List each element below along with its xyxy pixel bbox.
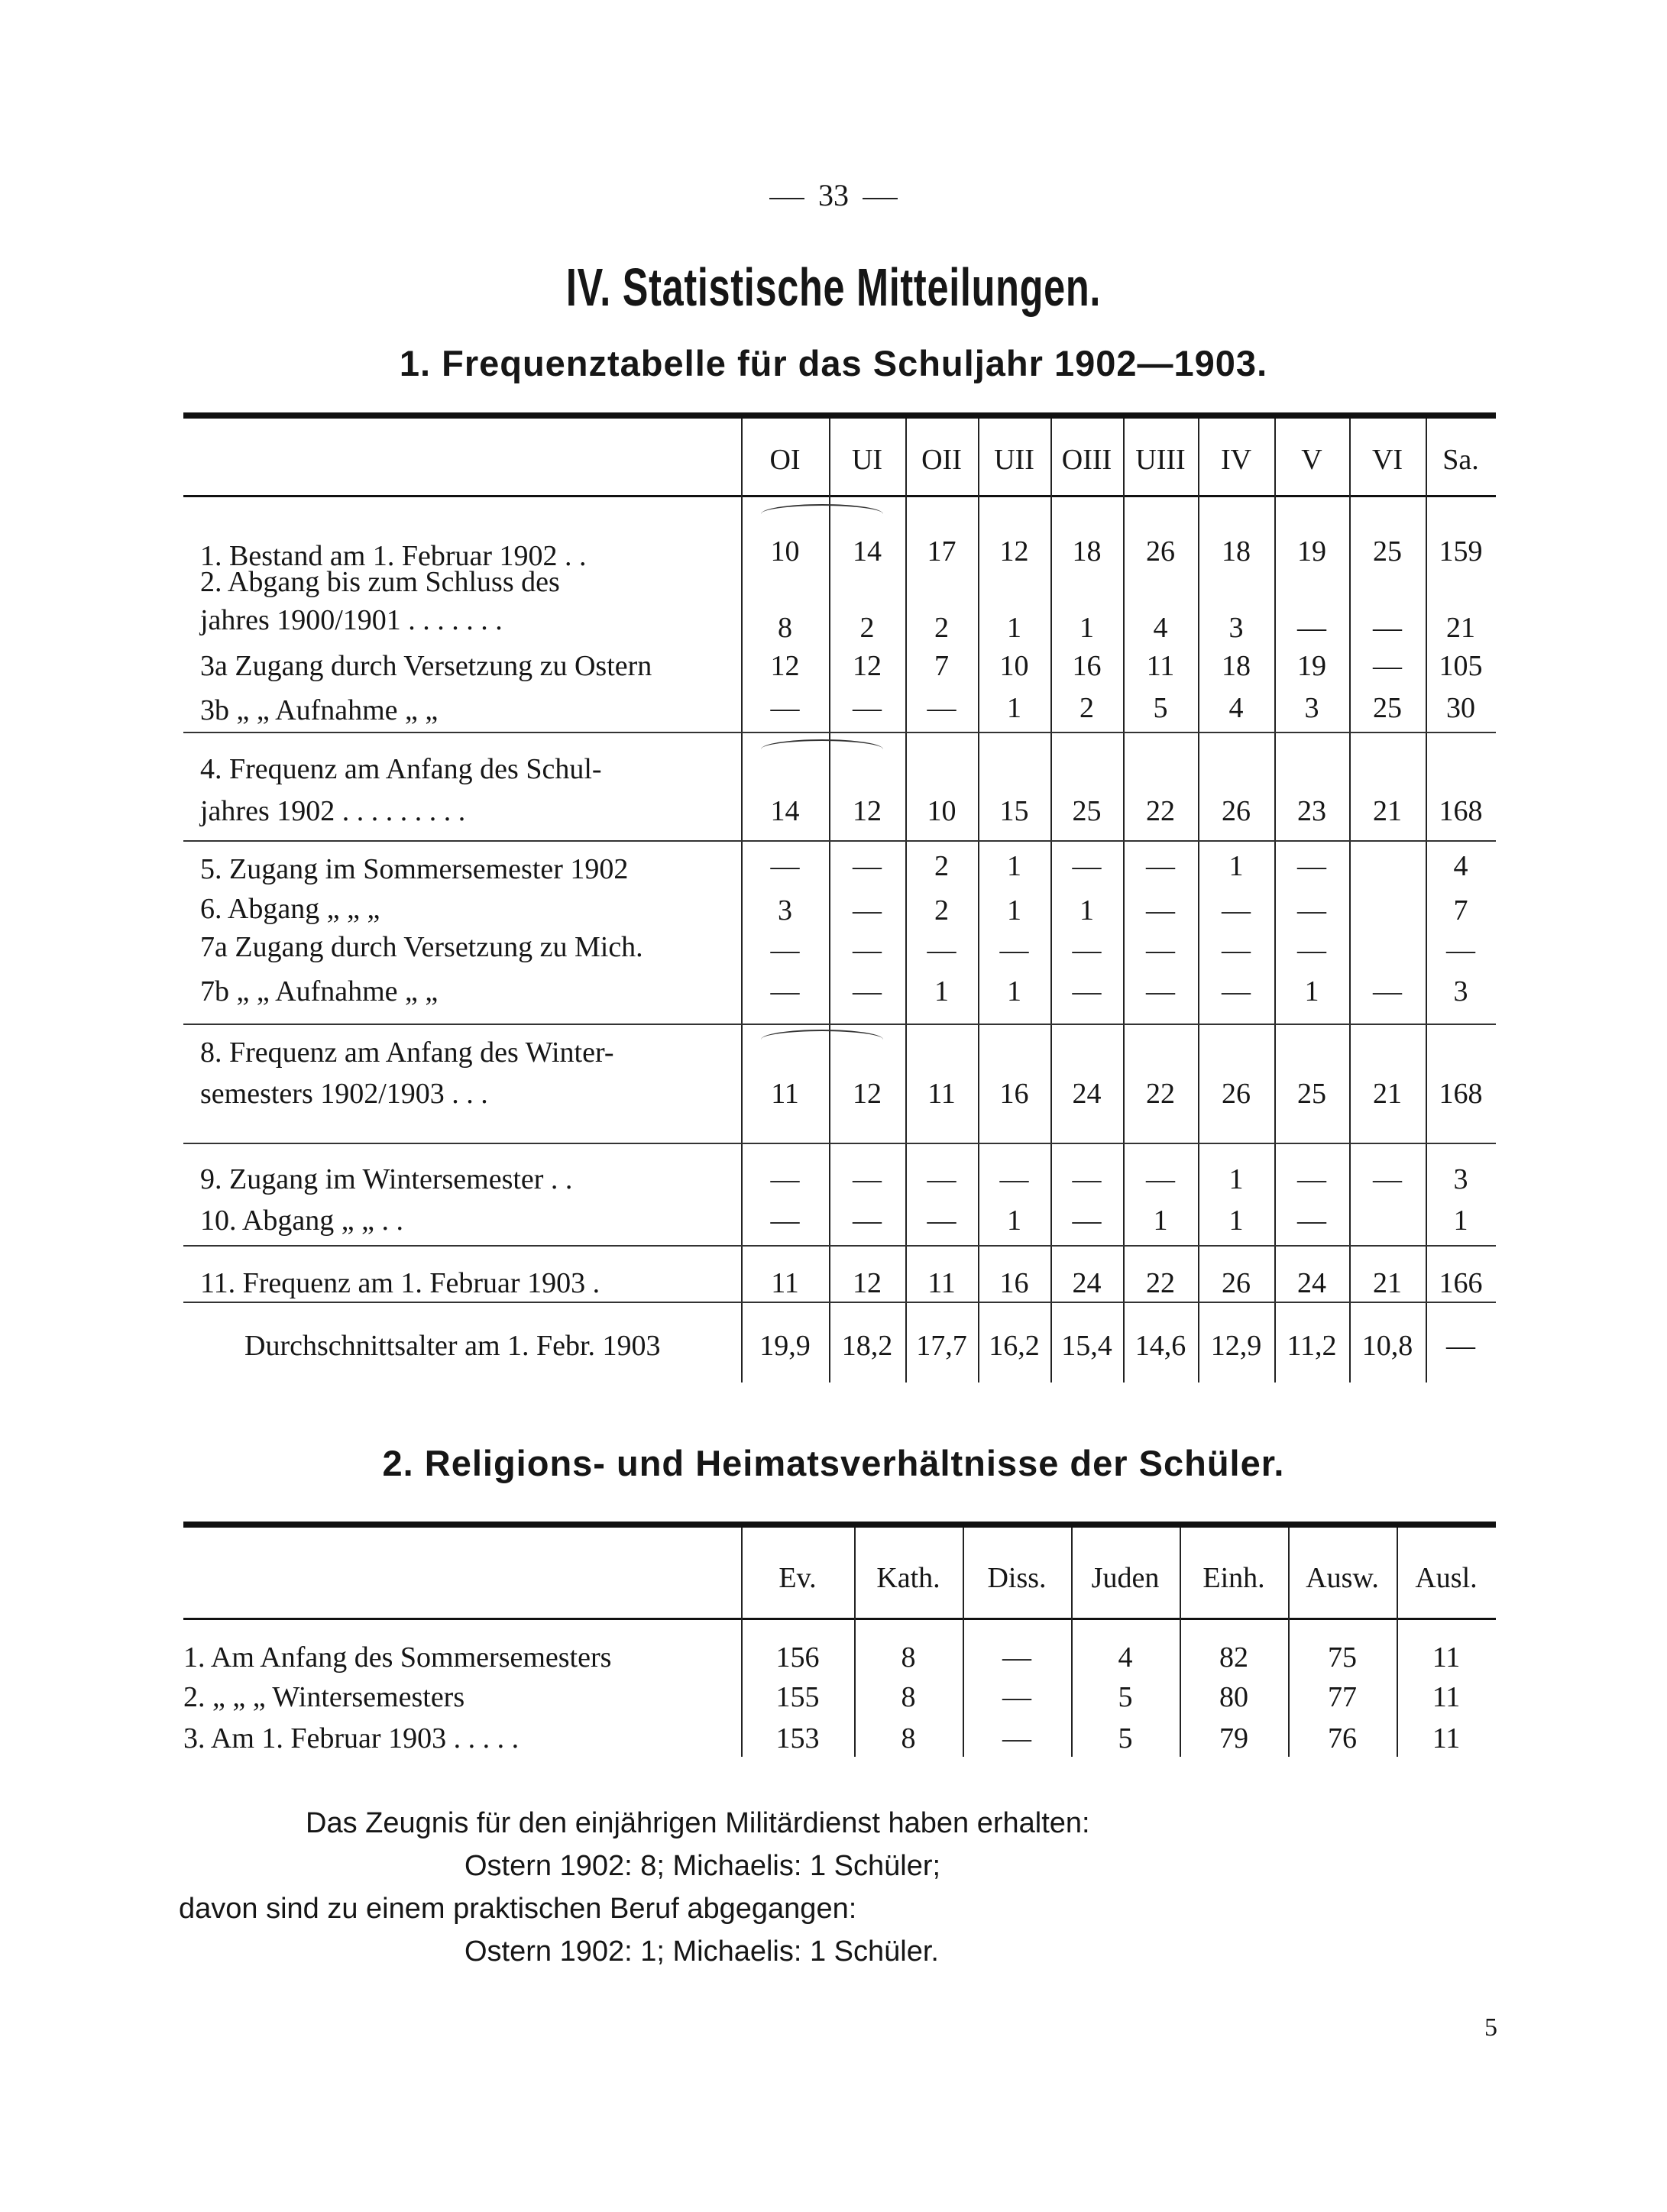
table1-cell: 10 [927,795,957,827]
table2-cell: 82 [1219,1641,1248,1674]
table1-cell: — [927,1163,957,1195]
table1-cell: 2 [859,612,875,644]
table1-cell: 25 [1297,1078,1326,1110]
table1-cell: — [770,975,800,1007]
table1-cell: 11 [771,1078,799,1110]
table1-cell: 16,2 [989,1330,1040,1362]
table1-cell: 26 [1146,535,1175,568]
table1-row-label: 2. Abgang bis zum Schluss des [200,566,560,598]
table1-row-label: jahres 1902 . . . . . . . . . [200,795,466,827]
table1-cell: — [1146,850,1175,882]
table1-cell: 17,7 [916,1330,967,1362]
table1-cell: 11 [771,1267,799,1299]
table2-cell: 8 [901,1641,916,1674]
table2-cell: 76 [1328,1722,1357,1754]
table1-row-separator [183,1024,1496,1025]
table1-cell: — [1297,894,1326,927]
table1-row-separator [183,840,1496,842]
footer-line-2: Ostern 1902: 8; Michaelis: 1 Schüler; [464,1850,941,1882]
footer-line-3: davon sind zu einem praktischen Beruf abgegangen: [179,1893,857,1925]
table2-row-label: 2. „ „ „ Wintersemesters [183,1681,465,1713]
table2-cell: 5 [1118,1722,1133,1754]
table2-cell: 153 [775,1722,820,1754]
table1-cell: 12 [853,1267,882,1299]
table1-cell: 1 [1228,1205,1244,1237]
table1-cell: — [1146,894,1175,927]
table1-row-label: 4. Frequenz am Anfang des Schul- [200,753,602,785]
table1-cell: 21 [1373,1078,1402,1110]
table1-cell: — [1146,1163,1175,1195]
table2-cell: 8 [901,1681,916,1713]
table1-cell: 159 [1439,535,1483,568]
table1-cell: 18 [1072,535,1102,568]
table1-cell: 8 [778,612,792,644]
table1-cell: 2 [934,850,949,882]
table1-cell: 4 [1153,612,1168,644]
table2-cell: 8 [901,1722,916,1754]
table1-cell: 11 [927,1078,956,1110]
table2-cell: 156 [775,1641,820,1674]
table1-cell: — [1373,1163,1402,1195]
table1-cell: 25 [1072,795,1102,827]
table1-cell: 15,4 [1061,1330,1112,1362]
table1-cell: — [1072,934,1102,966]
table1-row-label: 5. Zugang im Sommersemester 1902 [200,853,629,885]
table1-row-separator [183,1302,1496,1303]
table1-cell: 1 [1228,850,1244,882]
table1-row-label: 10. Abgang „ „ . . [200,1205,403,1237]
table1-cell: 10 [999,650,1029,682]
footer-line-1: Das Zeugnis für den einjährigen Militärdienst haben erhalten: [306,1807,1090,1839]
table1-cell: 15 [999,795,1029,827]
table1-cell: 14 [853,535,882,568]
table1-col-header: UI [851,444,883,476]
table1-cell: — [1297,1205,1326,1237]
table1-row-label: 11. Frequenz am 1. Februar 1903 . [200,1267,600,1299]
table1-cell: 105 [1439,650,1483,682]
table1-cell: — [927,692,957,724]
table1-cell: 16 [999,1267,1029,1299]
table1-cell: — [1072,1205,1102,1237]
table1-cell: — [770,850,800,882]
table1-cell: 12 [999,535,1029,568]
table1-cell: — [1373,612,1402,644]
table1-row-label: 6. Abgang „ „ „ [200,893,380,925]
table1-cell: 12 [770,650,800,682]
table1-cell: 24 [1072,1078,1102,1110]
table1-cell: — [770,1205,800,1237]
table1-col-header: UIII [1135,444,1186,476]
table1-cell: 166 [1439,1267,1483,1299]
table1-cell: — [1373,975,1402,1007]
signature-mark: 5 [1484,2013,1497,2042]
table1-cell: — [927,1205,957,1237]
table1-row-label: 7b „ „ Aufnahme „ „ [200,975,439,1007]
table1-cell: — [1297,934,1326,966]
table2-cell: 75 [1328,1641,1357,1674]
table1-cell: 1 [1007,850,1021,882]
table1-row-label: 8. Frequenz am Anfang des Winter- [200,1036,614,1069]
table1-cell: 3 [1304,692,1319,724]
table1-cell: 168 [1439,795,1483,827]
table1-cell: 12 [853,795,882,827]
table1-cell: — [1146,934,1175,966]
table2-cell: 11 [1432,1681,1461,1713]
table1-cell: 2 [934,894,949,927]
table1-cell: — [999,934,1029,966]
table1-cell: 22 [1146,1078,1175,1110]
table2-cell: 80 [1219,1681,1248,1713]
table2-header-rule [183,1618,1496,1620]
table1-cell: 1 [1080,894,1094,927]
table1-col-header: IV [1220,444,1252,476]
table1-cell: 4 [1228,692,1244,724]
table2-cell: — [1002,1641,1031,1674]
table1-cell: 26 [1222,795,1251,827]
table1-cell: 1 [1007,894,1021,927]
table1-cell: 24 [1297,1267,1326,1299]
table2-cell: 5 [1118,1681,1133,1713]
table1-row-label: 7a Zugang durch Versetzung zu Mich. [200,931,643,963]
table1-row-label: semesters 1902/1903 . . . [200,1078,488,1110]
table1-col-header: UII [994,444,1034,476]
table1-cell: 12,9 [1210,1330,1262,1362]
table1-col-header: Sa. [1442,444,1479,476]
table2-col-header: Ausw. [1306,1562,1379,1594]
table1-cell: — [1222,894,1251,927]
table1-cell: 19,9 [759,1330,811,1362]
table2-cell: — [1002,1681,1031,1713]
table1-cell: 1 [1007,692,1021,724]
table2-cell: 11 [1432,1722,1461,1754]
section-title: IV. Statistische Mitteilungen. [565,257,1102,317]
table1-cell: 26 [1222,1078,1251,1110]
table1-row-label: Durchschnittsalter am 1. Febr. 1903 [244,1330,661,1362]
table1-row-label: 3a Zugang durch Versetzung zu Ostern [200,650,652,682]
table1-row-label: jahres 1900/1901 . . . . . . . [200,604,503,636]
table1-cell: — [927,934,957,966]
table1-row-separator [183,732,1496,733]
table2-cell: 79 [1219,1722,1248,1754]
table1-cell: 5 [1153,692,1168,724]
table2-row-label: 3. Am 1. Februar 1903 . . . . . [183,1722,520,1754]
table1-brace-mark [761,504,883,524]
table1-cell: — [1072,975,1102,1007]
table1-cell: — [853,850,882,882]
table1-cell: — [1072,1163,1102,1195]
table1-cell: — [1072,850,1102,882]
table1-row-label: 9. Zugang im Wintersemester . . [200,1163,573,1195]
table2-col-header: Diss. [987,1562,1047,1594]
table2-col-header: Einh. [1203,1562,1265,1594]
table1-cell: — [770,692,800,724]
table1-col-header: OIII [1061,444,1112,476]
table1-cell: 4 [1453,850,1468,882]
table1-cell: — [853,975,882,1007]
table1-cell: 14 [770,795,800,827]
table1-cell: — [1446,1330,1475,1362]
table1-cell: 19 [1297,650,1326,682]
table1-cell: 18 [1222,535,1251,568]
table1-cell: — [853,894,882,927]
table1-cell: 1 [1007,975,1021,1007]
footer-line-4: Ostern 1902: 1; Michaelis: 1 Schüler. [464,1936,939,1968]
table1-cell: 1 [1453,1205,1468,1237]
table1-cell: 18,2 [841,1330,893,1362]
table2-cell: — [1002,1722,1031,1754]
table1-col-header: V [1301,444,1322,476]
table1-cell: — [853,1205,882,1237]
table1-cell: — [1297,1163,1326,1195]
table1-brace-mark [761,739,883,759]
table2-cell: 155 [775,1681,820,1713]
table1-cell: 19 [1297,535,1326,568]
table1-cell: 2 [1080,692,1094,724]
table1-row-separator [183,1245,1496,1247]
table1-cell: 21 [1373,795,1402,827]
table1-cell: — [1446,934,1475,966]
page-number: 33 [0,177,1667,213]
table1-cell: 3 [778,894,792,927]
table1-cell: 1 [934,975,949,1007]
table1-row-label: 3b „ „ Aufnahme „ „ [200,694,439,726]
table1-cell: 12 [853,1078,882,1110]
table1-cell: 22 [1146,795,1175,827]
table1-cell: — [999,1163,1029,1195]
table1-cell: 21 [1373,1267,1402,1299]
table2-col-header: Kath. [876,1562,940,1594]
table1-cell: 1 [1007,612,1021,644]
table1-cell: 168 [1439,1078,1483,1110]
table1-brace-mark [761,1030,883,1049]
table1-cell: 17 [927,535,957,568]
table2-title: 2. Religions- und Heimatsverhältnisse der Schüler. [382,1443,1285,1483]
table1-title: 1. Frequenztabelle für das Schuljahr 1902—1903. [399,343,1268,383]
table1-cell: 1 [1304,975,1319,1007]
table1-cell: 1 [1080,612,1094,644]
table1-top-rule [183,412,1496,419]
table2-cell: 4 [1118,1641,1133,1674]
table1-col-header: VI [1371,444,1403,476]
table1-col-header: OI [769,444,801,476]
table1-cell: 3 [1453,975,1468,1007]
table2-col-header: Ev. [778,1562,817,1594]
table1-cell: 11,2 [1287,1330,1337,1362]
table1-cell: — [853,1163,882,1195]
table1-cell: — [770,934,800,966]
table1-col-header: OII [921,444,962,476]
table2-cell: 77 [1328,1681,1357,1713]
table1-cell: — [1146,975,1175,1007]
table2-cell: 11 [1432,1641,1461,1674]
table1-cell: — [853,692,882,724]
table1-cell: 25 [1373,535,1402,568]
table1-row-separator [183,1143,1496,1144]
table1-cell: — [1222,975,1251,1007]
table1-cell: 18 [1222,650,1251,682]
table1-cell: 21 [1446,612,1475,644]
table1-cell: — [1297,612,1326,644]
table2-col-header: Ausl. [1415,1562,1478,1594]
table1-cell: 16 [1072,650,1102,682]
table1-cell: 24 [1072,1267,1102,1299]
table2-top-rule [183,1522,1496,1528]
table1-cell: 10 [770,535,800,568]
table1-cell: 11 [1146,650,1175,682]
table1-cell: 1 [1007,1205,1021,1237]
table1-cell: 7 [934,650,949,682]
table2-col-header: Juden [1091,1562,1160,1594]
table1-cell: 1 [1228,1163,1244,1195]
table1-cell: 14,6 [1135,1330,1186,1362]
table1-cell: — [853,934,882,966]
table1-row-label: 1. Bestand am 1. Februar 1902 . . [200,540,587,572]
table1-cell: — [770,1163,800,1195]
table1-cell: 1 [1153,1205,1168,1237]
table1-cell: 10,8 [1361,1330,1413,1362]
table1-cell: — [1222,934,1251,966]
table1-cell: 2 [934,612,949,644]
table1-header-rule [183,495,1496,497]
table1-cell: 12 [853,650,882,682]
table1-cell: 16 [999,1078,1029,1110]
table1-cell: — [1297,850,1326,882]
table1-cell: — [1373,650,1402,682]
table1-cell: 22 [1146,1267,1175,1299]
table1-cell: 3 [1228,612,1244,644]
table1-cell: 7 [1453,894,1468,927]
table2-row-label: 1. Am Anfang des Sommersemesters [183,1641,612,1674]
table1-cell: 23 [1297,795,1326,827]
table1-cell: 30 [1446,692,1475,724]
table1-cell: 26 [1222,1267,1251,1299]
table1-cell: 25 [1373,692,1402,724]
table1-cell: 3 [1453,1163,1468,1195]
table1-cell: 11 [927,1267,956,1299]
